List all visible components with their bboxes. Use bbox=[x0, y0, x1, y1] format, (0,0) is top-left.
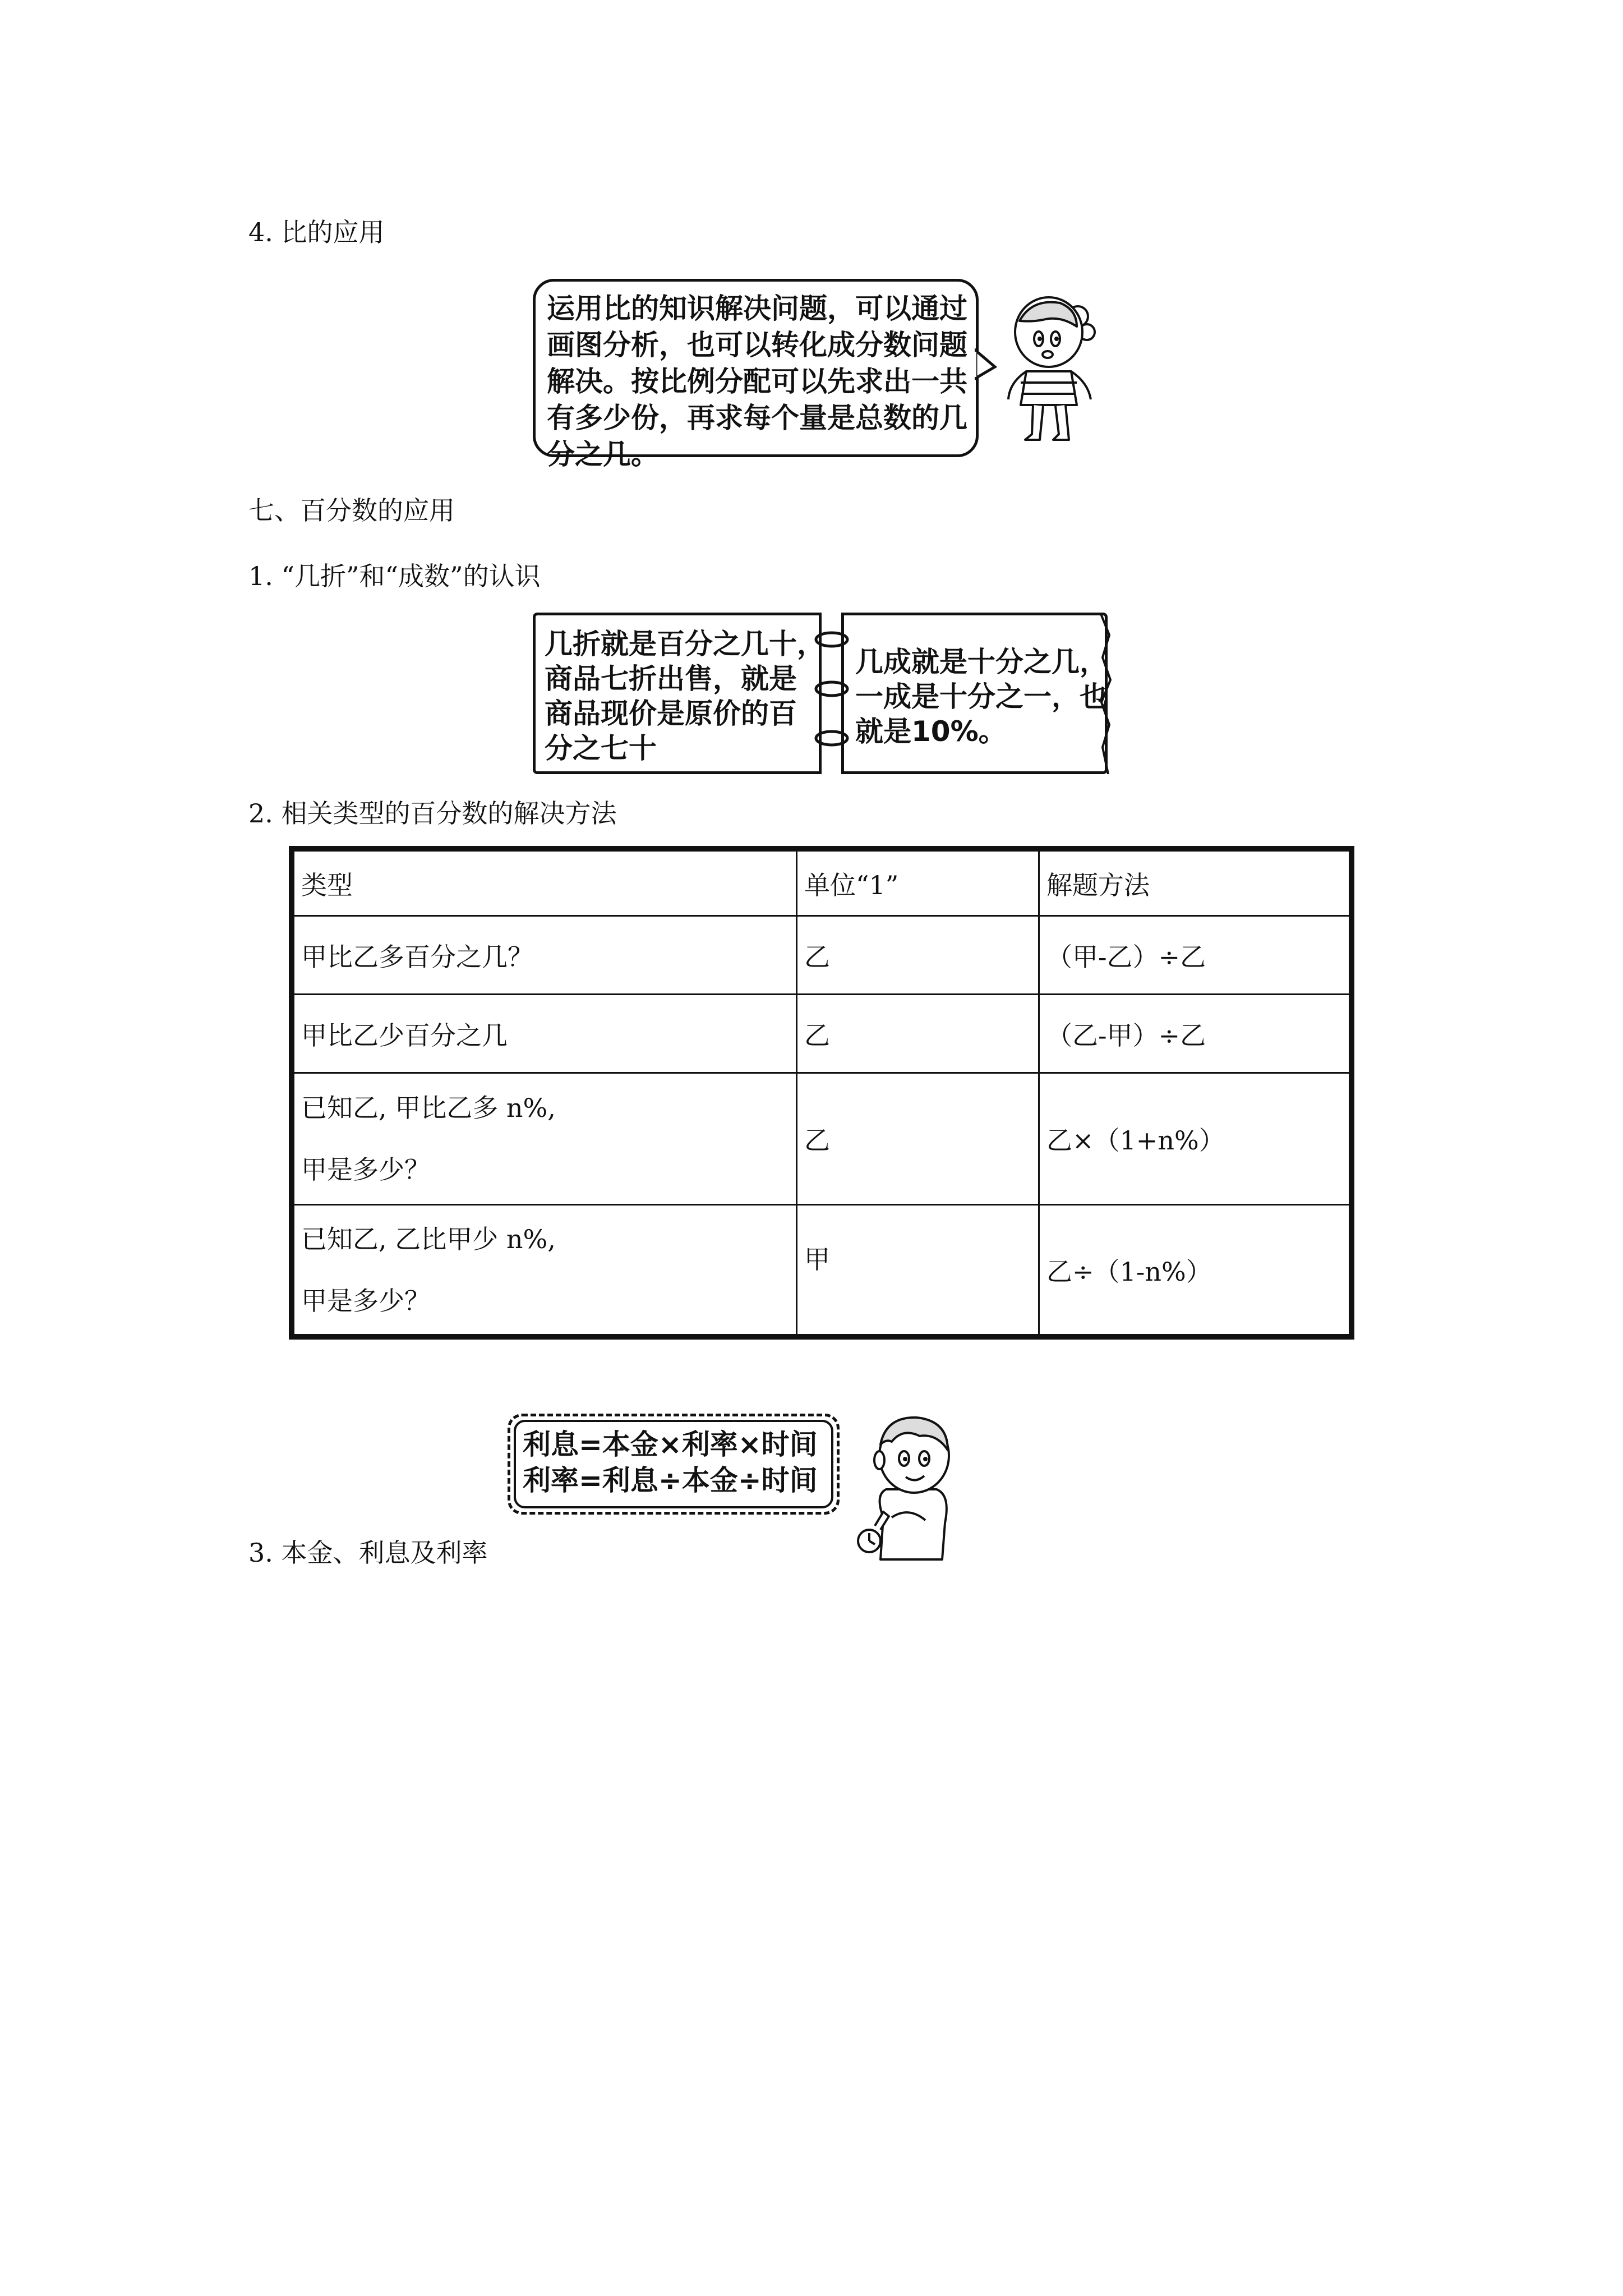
ratio-speech-bubble bbox=[533, 279, 979, 471]
bubble-line: 有多少份，再求每个量是总数的几 bbox=[547, 402, 967, 434]
cell-type bbox=[292, 1073, 797, 1204]
note-line: 几折就是百分之几十， bbox=[545, 628, 825, 660]
table-row bbox=[292, 1073, 1352, 1204]
discount-note-right bbox=[841, 613, 1108, 774]
type-line: 已知乙, 甲比乙多 n%, bbox=[301, 1093, 556, 1124]
note-line: 几成就是十分之几， bbox=[855, 646, 1108, 678]
boy-cartoon-icon bbox=[852, 1411, 965, 1562]
type-line: 已知乙, 乙比甲少 n%, bbox=[301, 1223, 556, 1254]
cell-method: （甲-乙）÷乙 bbox=[1039, 916, 1352, 995]
header-method: 解题方法 bbox=[1039, 849, 1352, 916]
bubble-line: 画图分析，也可以转化成分数问题 bbox=[547, 329, 967, 361]
cell-type: 甲比乙多百分之几？ bbox=[292, 916, 797, 995]
torn-edge-icon bbox=[1099, 613, 1116, 774]
table-header-row bbox=[292, 849, 1352, 916]
cell-method: 乙×（1+n%） bbox=[1039, 1073, 1352, 1204]
table-row bbox=[292, 1205, 1352, 1337]
cell-method: 乙÷（1-n%） bbox=[1039, 1205, 1352, 1337]
type-line: 甲是多少？ bbox=[301, 1154, 430, 1185]
type-line: 甲是多少？ bbox=[301, 1285, 430, 1316]
note-line: 商品现价是原价的百 bbox=[545, 697, 797, 730]
table-row bbox=[292, 916, 1352, 995]
methods-heading: 2. 相关类型的百分数的解决方法 bbox=[248, 798, 617, 829]
bubble-line: 解决。按比例分配可以先求出一共 bbox=[547, 365, 967, 398]
cell-type bbox=[292, 1205, 797, 1337]
girl-cartoon-icon bbox=[993, 287, 1105, 450]
methods-table bbox=[289, 846, 1354, 1340]
header-type: 类型 bbox=[292, 849, 797, 916]
ratio-heading: 4. 比的应用 bbox=[248, 217, 385, 247]
bubble-line: 分之几。 bbox=[547, 438, 659, 471]
discount-heading: 1. “几折”和“成数”的认识 bbox=[248, 561, 541, 591]
cell-method: （乙-甲）÷乙 bbox=[1039, 995, 1352, 1073]
formula-line: 利率=利息÷本金÷时间 bbox=[523, 1464, 818, 1497]
note-line: 分之七十 bbox=[545, 732, 657, 765]
cell-unit: 乙 bbox=[797, 1073, 1039, 1204]
header-unit: 单位“1” bbox=[797, 849, 1039, 916]
interest-formula-bubble bbox=[508, 1414, 840, 1515]
cell-unit: 甲 bbox=[797, 1205, 1039, 1337]
cell-type: 甲比乙少百分之几 bbox=[292, 995, 797, 1073]
cell-unit: 乙 bbox=[797, 916, 1039, 995]
note-line: 就是10%。 bbox=[855, 715, 1007, 748]
cell-unit: 乙 bbox=[797, 995, 1039, 1073]
percent-section-heading: 七、百分数的应用 bbox=[248, 495, 455, 526]
table-row bbox=[292, 995, 1352, 1073]
binder-rings-icon bbox=[812, 628, 851, 757]
note-line: 商品七折出售，就是 bbox=[545, 662, 797, 695]
discount-note-left bbox=[533, 613, 825, 774]
formula-line: 利息=本金×利率×时间 bbox=[523, 1428, 818, 1461]
interest-heading: 3. 本金、利息及利率 bbox=[248, 1538, 488, 1568]
note-line: 一成是十分之一，也 bbox=[855, 680, 1108, 713]
bubble-line: 运用比的知识解决问题，可以通过 bbox=[547, 292, 967, 325]
